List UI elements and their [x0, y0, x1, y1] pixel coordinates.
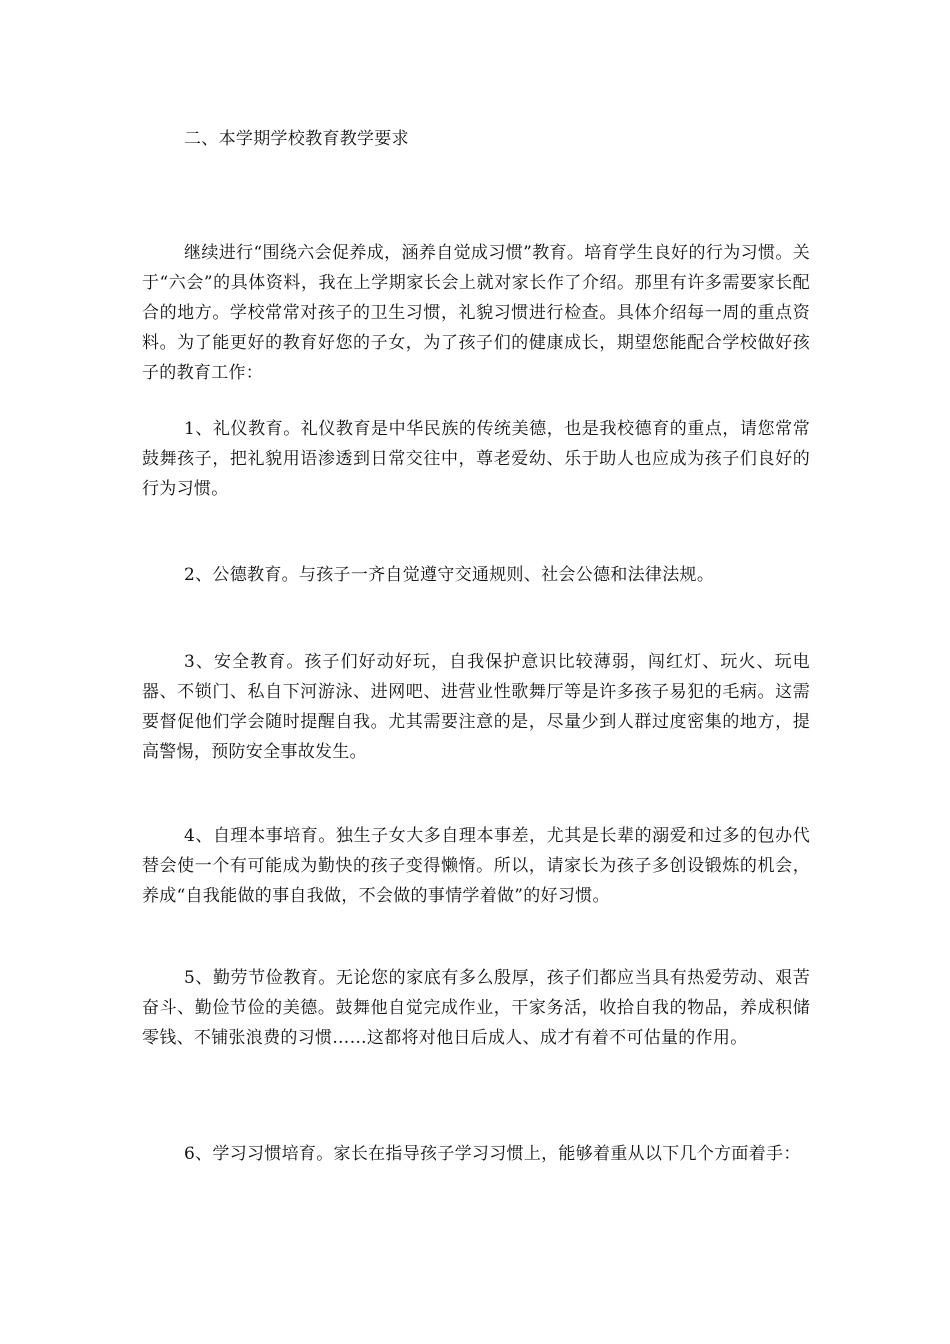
self-care-paragraph: 4、自理本事培育。独生子女大多自理本事差，尤其是长辈的溺爱和过多的包办代替会使一个有可能成为勤快的孩子变得懒惰。所以，请家长为孩子多创设锻炼的机会，养成“自我能做的事自我做，不会做的事情学着做”的好习惯。 [142, 826, 810, 906]
thrift-paragraph: 5、勤劳节俭教育。无论您的家底有多么殷厚，孩子们都应当具有热爱劳动、艰苦奋斗、勤俭节俭的美德。鼓舞他自觉完成作业，干家务活，收拾自我的物品，养成积储零钱、不铺张浪费的习惯……这都将对他日后成人、成才有着不可估量的作用。 [142, 968, 810, 1048]
etiquette-paragraph: 1、礼仪教育。礼仪教育是中华民族的传统美德，也是我校德育的重点，请您常常鼓舞孩子，把礼貌用语渗透到日常交往中，尊老爱幼、乐于助人也应成为孩子们良好的行为习惯。 [142, 419, 810, 499]
safety-paragraph: 3、安全教育。孩子们好动好玩，自我保护意识比较薄弱，闯红灯、玩火、玩电器、不锁门、私自下河游泳、进网吧、进营业性歌舞厅等是许多孩子易犯的毛病。这需要督促他们学会随时提醒自我。尤其需要注意的是，尽量少到人群过度密集的地方，提高警惕，预防安全事故发生。 [142, 652, 810, 762]
study-habits-paragraph: 6、学习习惯培育。家长在指导孩子学习习惯上，能够着重从以下几个方面着手： [184, 1144, 801, 1164]
intro-paragraph: 继续进行“围绕六会促养成，涵养自觉成习惯”教育。培育学生良好的行为习惯。关于“六会”的具体资料，我在上学期家长会上就对家长作了介绍。那里有许多需要家长配合的地方。学校常常对孩子的卫生习惯，礼貌习惯进行检查。具体介绍每一周的重点资料。为了能更好的教育好您的子女，为了孩子们的健康成长，期望您能配合学校做好孩子的教育工作： [142, 243, 810, 383]
public-morality-paragraph: 2、公德教育。与孩子一齐自觉遵守交通规则、社会公德和法律法规。 [184, 565, 715, 585]
section-heading: 二、本学期学校教育教学要求 [184, 129, 409, 149]
